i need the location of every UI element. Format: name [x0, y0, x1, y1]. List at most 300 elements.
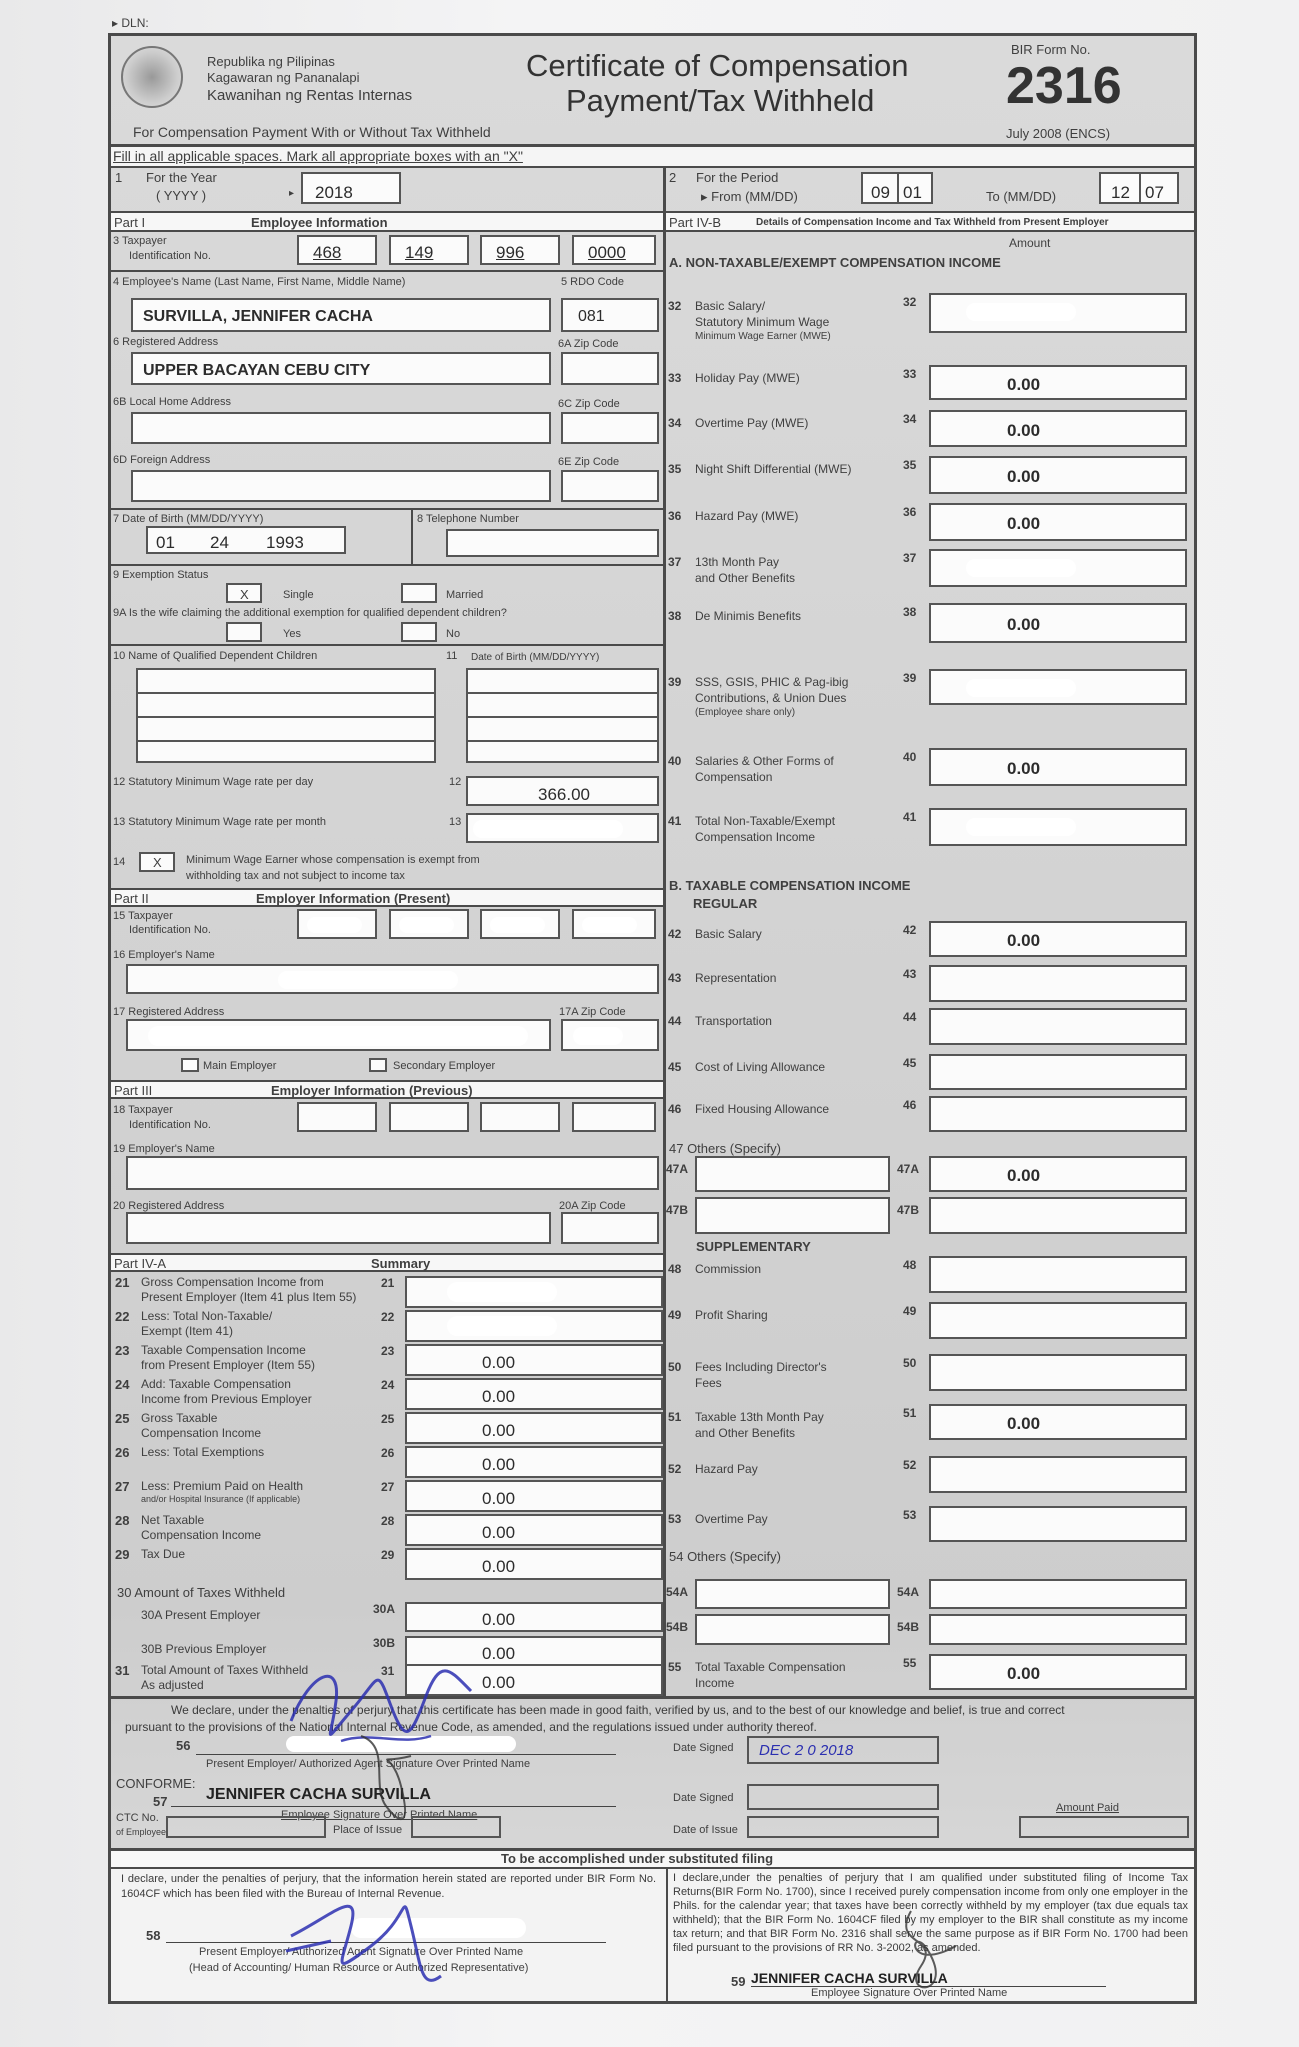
summary-item-line-number: 29 — [381, 1548, 395, 1562]
item-label: Overtime Pay — [695, 1512, 768, 1526]
smw-month-field[interactable] — [466, 813, 659, 843]
tin-segment-box[interactable] — [297, 1102, 377, 1132]
item-label: Commission — [695, 1262, 762, 1276]
employer-tin-label-2: Identification No. — [129, 924, 211, 936]
item-sub-number: 54B — [666, 1620, 689, 1634]
item-line-number: 43 — [903, 967, 917, 981]
summary-item-label-2: As adjusted — [141, 1678, 204, 1692]
amount-paid-field[interactable] — [1019, 1816, 1189, 1838]
item-number: 34 — [668, 416, 682, 430]
employee-signature-caption: Employee Signature Over Printed Name — [281, 1809, 478, 1821]
item-label: Fees Including Director's — [695, 1360, 827, 1374]
amount-field[interactable] — [929, 1404, 1187, 1440]
amount-field[interactable] — [929, 1354, 1187, 1391]
amount-field[interactable] — [929, 410, 1187, 447]
summary-item-label: Net Taxable — [141, 1513, 205, 1527]
part-4a-code: Part IV-A — [114, 1256, 167, 1271]
item-line-number: 47B — [897, 1203, 920, 1217]
summary-item-label: Gross Taxable — [141, 1411, 218, 1425]
agency-line-3: Kawanihan ng Rentas Internas — [207, 87, 413, 104]
secondary-employer-checkbox[interactable] — [369, 1058, 387, 1072]
amount-field[interactable] — [929, 1256, 1187, 1293]
tin-segment-value: 0000 — [588, 243, 626, 262]
period-from-field[interactable] — [861, 172, 933, 204]
prev-employer-zip-label: 20A Zip Code — [559, 1200, 626, 1212]
amount-field[interactable] — [929, 603, 1187, 643]
summary-amount-field[interactable] — [405, 1310, 663, 1342]
rdo-code-value: 081 — [578, 308, 605, 325]
redacted-area — [966, 303, 1076, 321]
summary-amount-value: 0.00 — [482, 1489, 516, 1508]
summary-amount-field[interactable] — [405, 1480, 663, 1512]
redacted-area — [573, 1027, 623, 1045]
summary-amount-value: 0.00 — [482, 1610, 516, 1629]
redacted-area — [966, 818, 1076, 836]
to-month: 12 — [1111, 183, 1130, 202]
part-1-code: Part I — [114, 215, 146, 230]
place-of-issue-field[interactable] — [411, 1816, 501, 1838]
item-line-number: 37 — [903, 551, 917, 565]
summary-item-label: 30B Previous Employer — [141, 1642, 267, 1656]
period-to-field[interactable] — [1099, 172, 1179, 204]
secondary-employer-label: Secondary Employer — [393, 1060, 496, 1072]
mwe-checkbox[interactable] — [139, 852, 175, 872]
part-2-title: Employer Information (Present) — [256, 891, 451, 906]
dob-field[interactable] — [146, 526, 346, 554]
item-number: 33 — [668, 371, 682, 385]
item-30-label: 30 Amount of Taxes Withheld — [117, 1585, 286, 1600]
employee-name-field[interactable] — [131, 298, 551, 332]
foreign-zip-field[interactable] — [561, 470, 659, 502]
item-number: 50 — [668, 1360, 682, 1374]
emp-tin-label-2: Identification No. — [129, 250, 211, 262]
section-a-heading: A. NON-TAXABLE/EXEMPT COMPENSATION INCOME — [669, 255, 1001, 270]
employer-substituted-declaration: I declare, under the penalties of perjury, that the information herein stated are reported under BIR Form No. 1604CF which has been filed with the Bureau of Internal Revenue. — [121, 1873, 656, 1900]
item-line-number: 35 — [903, 458, 917, 472]
dependents-names-field[interactable] — [136, 668, 436, 763]
item-number: 44 — [668, 1014, 682, 1028]
summary-amount-value: 0.00 — [482, 1523, 516, 1542]
item-line-number: 48 — [903, 1258, 917, 1272]
summary-item-label: Taxable Compensation Income — [141, 1343, 306, 1357]
year-field[interactable] — [301, 172, 401, 204]
item-label-2: Compensation Income — [695, 830, 816, 844]
item-label: Cost of Living Allowance — [695, 1060, 826, 1074]
substituted-filing-header — [111, 1848, 1194, 1869]
employee-name-value: SURVILLA, JENNIFER CACHA — [143, 308, 373, 325]
item-label: Transportation — [695, 1014, 772, 1028]
form-number: 2316 — [1006, 57, 1122, 115]
summary-amount-field[interactable] — [405, 1636, 663, 1666]
agency-line-1: Republika ng Pilipinas — [207, 54, 335, 69]
amount-value: 0.00 — [1007, 375, 1041, 394]
tin-segment-box[interactable] — [572, 235, 656, 265]
amount-field[interactable] — [929, 1506, 1187, 1542]
section-b-heading: B. TAXABLE COMPENSATION INCOME — [669, 878, 911, 893]
prev-employer-zip-field[interactable] — [561, 1212, 659, 1244]
dob-day: 24 — [210, 533, 229, 552]
supplementary-heading: SUPPLEMENTARY — [696, 1239, 811, 1254]
item-label-2: Fees — [695, 1376, 722, 1390]
item-2-label: For the Period — [696, 170, 779, 185]
summary-amount-field[interactable] — [405, 1344, 663, 1376]
item-number: 40 — [668, 754, 682, 768]
item-label: Hazard Pay — [695, 1462, 758, 1476]
part-2-header — [111, 888, 663, 907]
conforme-label: CONFORME: — [116, 1776, 196, 1791]
tin-segment-box[interactable] — [480, 909, 560, 939]
summary-item-number: 24 — [115, 1377, 130, 1392]
employer-substituted-signature-line[interactable] — [166, 1942, 606, 1943]
item-line-number: 41 — [903, 810, 917, 824]
summary-amount-field[interactable] — [405, 1548, 663, 1580]
summary-item-label: Less: Premium Paid on Health — [141, 1479, 304, 1493]
tin-segment-box[interactable] — [480, 1102, 560, 1132]
dln-label: ▸ DLN: — [112, 16, 149, 30]
part-1-header — [111, 211, 663, 232]
mwe-text-1: Minimum Wage Earner whose compensation is exempt from — [186, 854, 480, 866]
summary-amount-field[interactable] — [405, 1412, 663, 1444]
item-label: SSS, GSIS, PHIC & Pag-ibig — [695, 675, 849, 689]
amount-value: 0.00 — [1007, 1414, 1041, 1433]
rdo-code-field[interactable] — [561, 298, 659, 332]
tin-segment-box[interactable] — [297, 235, 377, 265]
employer-name-field[interactable] — [126, 964, 659, 994]
item-number: 46 — [668, 1102, 682, 1116]
item-number: 41 — [668, 814, 682, 828]
married-checkbox[interactable] — [401, 583, 437, 603]
prev-employer-tin-label-2: Identification No. — [129, 1119, 211, 1131]
summary-item-label: Total Amount of Taxes Withheld — [141, 1663, 309, 1677]
summary-item-number: 31 — [115, 1663, 130, 1678]
item-label: Total Taxable Compensation — [695, 1660, 846, 1674]
amount-field[interactable] — [929, 1654, 1187, 1690]
summary-item-label-2: and/or Hospital Insurance (If applicable) — [141, 1494, 301, 1504]
mwe-num: 14 — [113, 856, 126, 868]
summary-item-number: 28 — [115, 1513, 130, 1528]
summary-item-line-number: 23 — [381, 1344, 395, 1358]
item-label: Basic Salary/ — [695, 299, 766, 313]
dob-month: 01 — [156, 533, 175, 552]
amount-field[interactable] — [929, 1302, 1187, 1339]
item-label-3: (Employee share only) — [695, 707, 796, 718]
registered-address-value: UPPER BACAYAN CEBU CITY — [143, 362, 371, 379]
registered-address-field[interactable] — [131, 352, 551, 385]
summary-item-label: Gross Compensation Income from — [141, 1275, 324, 1289]
tin-segment-box[interactable] — [572, 909, 656, 939]
others-specify-field[interactable] — [695, 1156, 890, 1192]
dependents-dob-num: 11 — [446, 650, 458, 662]
item-59-num: 59 — [731, 1974, 746, 1989]
smw-month-num: 13 — [449, 816, 462, 828]
item-line-number: 39 — [903, 671, 917, 685]
amount-column-label: Amount — [1009, 236, 1051, 250]
item-2-num: 2 — [669, 170, 677, 185]
item-sub-number: 47A — [666, 1162, 689, 1176]
amount-field[interactable] — [929, 365, 1187, 400]
item-number: 39 — [668, 675, 682, 689]
amount-field[interactable] — [929, 921, 1187, 957]
item-line-number: 45 — [903, 1056, 917, 1070]
item-label: 13th Month Pay — [695, 555, 780, 569]
employee-substituted-caption: Employee Signature Over Printed Name — [811, 1987, 1008, 1999]
summary-item-label: Less: Total Exemptions — [141, 1445, 265, 1459]
item-label: Representation — [695, 971, 777, 985]
redacted-area — [278, 971, 458, 989]
item-label-2: and Other Benefits — [695, 1426, 796, 1440]
from-month: 09 — [871, 183, 890, 202]
amount-field[interactable] — [929, 1614, 1187, 1645]
dependents-dob-label: Date of Birth (MM/DD/YYYY) — [471, 652, 600, 663]
summary-amount-value: 0.00 — [482, 1421, 516, 1440]
item-label-2: and Other Benefits — [695, 571, 796, 585]
summary-item-label-2: Compensation Income — [141, 1426, 262, 1440]
dob-label: 7 Date of Birth (MM/DD/YYYY) — [113, 513, 264, 525]
tin-segment-value: 996 — [496, 243, 525, 262]
yes-label: Yes — [283, 628, 301, 640]
no-checkbox[interactable] — [401, 622, 437, 642]
item-line-number: 42 — [903, 923, 917, 937]
center-divider — [663, 166, 666, 1696]
item-label: Profit Sharing — [695, 1308, 768, 1322]
item-number: 49 — [668, 1308, 682, 1322]
item-line-number: 54A — [897, 1585, 920, 1599]
amount-field[interactable] — [929, 748, 1187, 786]
summary-amount-value: 0.00 — [482, 1644, 516, 1663]
to-day: 07 — [1145, 183, 1164, 202]
amount-field[interactable] — [929, 549, 1187, 587]
employer-signature-caption: Present Employer/ Authorized Agent Signature Over Printed Name — [206, 1758, 531, 1770]
employer-zip-field[interactable] — [561, 1019, 659, 1051]
ctc-number-field[interactable] — [166, 1816, 326, 1838]
employee-signature-line[interactable] — [171, 1806, 616, 1807]
summary-item-line-number: 30A — [373, 1602, 396, 1616]
item-line-number: 38 — [903, 605, 917, 619]
amount-field[interactable] — [929, 1054, 1187, 1090]
amount-field[interactable] — [929, 808, 1187, 846]
summary-item-number: 25 — [115, 1411, 130, 1426]
emp-name-label: 4 Employee's Name (Last Name, First Name, Middle Name) — [113, 276, 406, 288]
amount-field[interactable] — [929, 293, 1187, 333]
others-specify-field[interactable] — [695, 1614, 890, 1645]
period-to-label: To (MM/DD) — [986, 189, 1057, 204]
item-label: Fixed Housing Allowance — [695, 1102, 830, 1116]
employer-date-signed-field[interactable] — [747, 1736, 939, 1764]
summary-amount-value: 0.00 — [482, 1673, 516, 1692]
part-4b-header — [666, 211, 1194, 232]
main-employer-checkbox[interactable] — [181, 1058, 199, 1072]
item-line-number: 33 — [903, 367, 917, 381]
amount-value: 0.00 — [1007, 421, 1041, 440]
employer-address-label: 17 Registered Address — [113, 1006, 225, 1018]
prev-employer-address-field[interactable] — [126, 1212, 551, 1244]
phone-label: 8 Telephone Number — [417, 513, 519, 525]
amount-field[interactable] — [929, 1456, 1187, 1493]
item-47-label: 47 Others (Specify) — [669, 1141, 781, 1156]
summary-amount-field[interactable] — [405, 1514, 663, 1546]
tin-segment-box[interactable] — [389, 235, 469, 265]
summary-item-line-number: 27 — [381, 1480, 395, 1494]
form-number-label: BIR Form No. — [1011, 42, 1091, 57]
redacted-area — [473, 820, 623, 838]
item-label: Taxable 13th Month Pay — [695, 1410, 824, 1424]
form-subtitle: For Compensation Payment With or Without Tax Withheld — [133, 124, 491, 140]
redacted-area — [351, 1918, 526, 1938]
summary-amount-value: 0.00 — [482, 1387, 516, 1406]
summary-amount-value: 0.00 — [482, 1353, 516, 1372]
tin-segment-box[interactable] — [572, 1102, 656, 1132]
employee-date-signed-label: Date Signed — [673, 1792, 734, 1804]
amount-field[interactable] — [929, 1156, 1187, 1192]
prev-employer-name-field[interactable] — [126, 1156, 659, 1190]
summary-item-line-number: 30B — [373, 1636, 396, 1650]
agency-line-2: Kagawaran ng Pananalapi — [207, 70, 360, 85]
amount-field[interactable] — [929, 503, 1187, 541]
amount-field[interactable] — [929, 456, 1187, 494]
tin-segment-box[interactable] — [389, 909, 469, 939]
dependents-label: 10 Name of Qualified Dependent Children — [113, 650, 318, 662]
item-line-number: 46 — [903, 1098, 917, 1112]
summary-item-line-number: 26 — [381, 1446, 395, 1460]
summary-item-label: Less: Total Non-Taxable/ — [141, 1309, 273, 1323]
summary-item-number: 23 — [115, 1343, 130, 1358]
dob-year: 1993 — [266, 533, 304, 552]
redacted-area — [286, 1736, 516, 1752]
item-1-label: For the Year — [146, 170, 217, 185]
amount-field[interactable] — [929, 669, 1187, 705]
employer-substituted-caption-1: Present Employer/ Authorized Agent Signature Over Printed Name — [199, 1946, 524, 1958]
dependents-dob-field[interactable] — [466, 668, 659, 763]
employer-signature-line[interactable] — [196, 1754, 616, 1755]
others-specify-field[interactable] — [695, 1579, 890, 1609]
item-label-2: Compensation — [695, 770, 773, 784]
form-version: July 2008 (ENCS) — [1006, 126, 1111, 141]
summary-amount-field[interactable] — [405, 1664, 663, 1696]
item-label-2: Contributions, & Union Dues — [695, 691, 847, 705]
tin-segment-box[interactable] — [480, 235, 560, 265]
summary-item-label: 30A Present Employer — [141, 1608, 261, 1622]
item-sub-number: 47B — [666, 1203, 689, 1217]
instruction-strip — [111, 147, 1194, 168]
item-number: 35 — [668, 462, 682, 476]
amount-field[interactable] — [929, 1096, 1187, 1132]
item-label-2: Statutory Minimum Wage — [695, 315, 830, 329]
from-day: 01 — [903, 183, 922, 202]
ctc-label: CTC No. — [116, 1812, 159, 1824]
item-line-number: 54B — [897, 1620, 920, 1634]
part-1-title: Employee Information — [251, 215, 388, 230]
part-4b-code: Part IV-B — [669, 215, 722, 230]
item-line-number: 40 — [903, 750, 917, 764]
zip-code-field[interactable] — [561, 352, 659, 385]
regular-heading: REGULAR — [693, 896, 758, 911]
others-specify-field[interactable] — [695, 1197, 890, 1234]
item-sub-number: 54A — [666, 1585, 689, 1599]
foreign-address-label: 6D Foreign Address — [113, 454, 211, 466]
employer-name-label: 16 Employer's Name — [113, 949, 215, 961]
instruction-text: Fill in all applicable spaces. Mark all appropriate boxes with an "X" — [113, 148, 523, 164]
item-line-number: 36 — [903, 505, 917, 519]
local-zip-field[interactable] — [561, 412, 659, 444]
single-check-mark: X — [240, 587, 249, 602]
summary-amount-value: 0.00 — [482, 1455, 516, 1474]
tin-segment-box[interactable] — [297, 909, 377, 939]
substituted-employee-name: JENNIFER CACHA SURVILLA — [751, 1970, 948, 1986]
summary-item-number: 26 — [115, 1445, 130, 1460]
employer-substituted-caption-2: (Head of Accounting/ Human Resource or Authorized Representative) — [189, 1962, 529, 1974]
bir-form-2316 — [108, 33, 1197, 2004]
date-signed-label: Date Signed — [673, 1742, 734, 1754]
smw-month-label: 13 Statutory Minimum Wage rate per month — [113, 816, 326, 828]
item-number: 55 — [668, 1660, 682, 1674]
employee-substituted-declaration: I declare,under the penalties of perjury that I am qualified under substituted filing of Income Tax Returns(BIR Form No. 1700), since I received purely compensation income from only one employer in the Phils. for the calendar year; that taxes have been correctly withheld by my employer (tax due equals tax withheld); that the BIR Form No. 1604CF filed by my employer to the BIR shall constitute as my income tax return; and that BIR Form No. 2316 shall serve the same purpose as if BIR Form No. 1700 had been filed pursuant to the provisions of RR No. 3-2002, as amended. — [673, 1872, 1188, 1954]
single-label: Single — [283, 589, 314, 601]
amount-value: 0.00 — [1007, 1166, 1041, 1185]
amount-field[interactable] — [929, 1008, 1187, 1045]
telephone-field[interactable] — [446, 529, 659, 557]
summary-item-label: Add: Taxable Compensation — [141, 1377, 291, 1391]
amount-value: 0.00 — [1007, 514, 1041, 533]
rdo-label: 5 RDO Code — [561, 276, 624, 288]
amount-value: 0.00 — [1007, 615, 1041, 634]
tin-segment-box[interactable] — [389, 1102, 469, 1132]
amount-field[interactable] — [929, 1197, 1187, 1234]
summary-amount-field[interactable] — [405, 1602, 663, 1632]
smw-day-field[interactable] — [466, 776, 659, 806]
item-number: 38 — [668, 609, 682, 623]
summary-amount-field[interactable] — [405, 1378, 663, 1410]
summary-item-label-2: Present Employer (Item 41 plus Item 55) — [141, 1290, 357, 1304]
zip-label: 6A Zip Code — [558, 338, 619, 350]
item-label-2: Income — [695, 1676, 735, 1690]
summary-amount-field[interactable] — [405, 1276, 663, 1308]
summary-item-line-number: 22 — [381, 1310, 395, 1324]
date-of-issue-label: Date of Issue — [673, 1824, 738, 1836]
item-label: Total Non-Taxable/Exempt — [695, 814, 836, 828]
item-number: 36 — [668, 509, 682, 523]
redacted-area — [148, 1026, 528, 1046]
item-line-number: 55 — [903, 1656, 917, 1670]
prev-employer-name-label: 19 Employer's Name — [113, 1143, 215, 1155]
item-line-number: 44 — [903, 1010, 917, 1024]
foreign-address-field[interactable] — [131, 470, 551, 502]
redacted-area — [399, 917, 454, 933]
redacted-area — [582, 917, 637, 933]
amount-field[interactable] — [929, 1579, 1187, 1609]
period-from-label: ▸ From (MM/DD) — [701, 189, 798, 204]
employee-date-signed-field[interactable] — [747, 1784, 939, 1810]
amount-value: 0.00 — [1007, 759, 1041, 778]
emp-tin-label-1: 3 Taxpayer — [113, 235, 167, 247]
item-number: 43 — [668, 971, 682, 985]
amount-paid-label: Amount Paid — [1056, 1802, 1119, 1814]
yes-checkbox[interactable] — [226, 622, 262, 642]
mwe-check-mark: X — [153, 855, 162, 870]
summary-amount-field[interactable] — [405, 1446, 663, 1478]
place-of-issue-label: Place of Issue — [333, 1824, 403, 1836]
part-3-title: Employer Information (Previous) — [271, 1083, 473, 1098]
item-label: Salaries & Other Forms of — [695, 754, 834, 768]
item-number: 37 — [668, 555, 682, 569]
amount-field[interactable] — [929, 965, 1187, 1002]
prev-employer-address-label: 20 Registered Address — [113, 1200, 225, 1212]
summary-item-line-number: 25 — [381, 1412, 395, 1426]
local-address-field[interactable] — [131, 412, 551, 444]
employer-address-field[interactable] — [126, 1019, 551, 1051]
date-of-issue-field[interactable] — [747, 1816, 939, 1838]
employer-tin-label-1: 15 Taxpayer — [113, 910, 173, 922]
single-checkbox[interactable] — [226, 583, 262, 603]
